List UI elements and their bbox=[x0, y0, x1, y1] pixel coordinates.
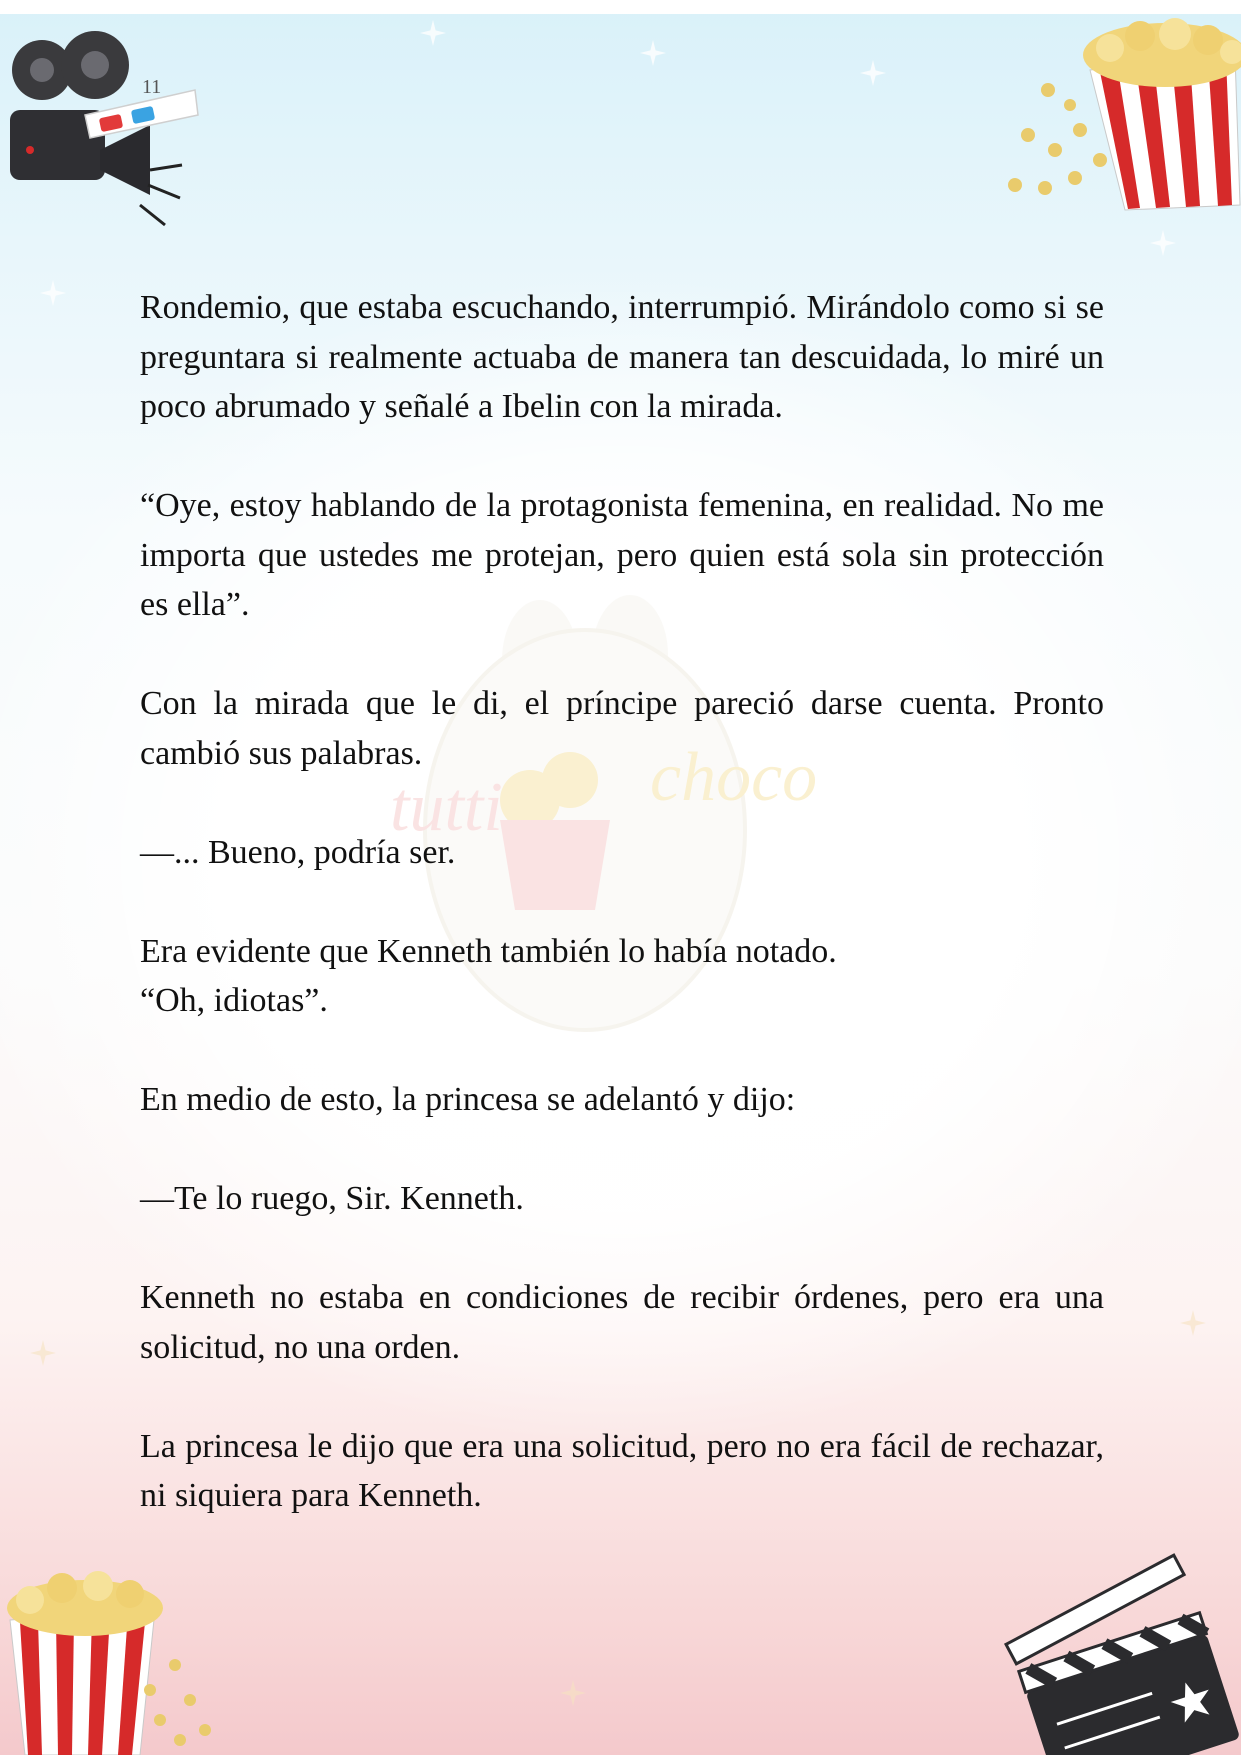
sparkle-icon bbox=[860, 60, 886, 86]
paragraph: “Oye, estoy hablando de la protagonista femenina, en realidad. No me importa que ustedes me protejan, pero quien está sola sin protección es ella”. bbox=[140, 487, 1104, 623]
popcorn-bucket-icon bbox=[0, 1570, 220, 1755]
film-camera-icon bbox=[0, 20, 190, 230]
svg-text:tutti: tutti bbox=[390, 769, 503, 846]
sparkle-icon bbox=[40, 280, 66, 306]
paragraph: La princesa le dijo que era una solicitud, pero no era fácil de rechazar, ni siquiera para Kenneth. bbox=[140, 1427, 1104, 1514]
paragraph: Rondemio, que estaba escuchando, interrumpió. Mirándolo como si se preguntara si realmente actuaba de manera tan descuidada, lo miré un poco abrumado y señalé a Ibelin con la mirada. bbox=[140, 289, 1104, 425]
paragraph: —... Bueno, podría ser. bbox=[140, 833, 456, 871]
sparkle-icon bbox=[1180, 1310, 1206, 1336]
sparkle-icon bbox=[560, 1680, 586, 1706]
text-body bbox=[140, 283, 1104, 1521]
sparkle-icon bbox=[1150, 230, 1176, 256]
svg-text:choco: choco bbox=[650, 739, 818, 816]
page-number: 11 bbox=[142, 76, 162, 98]
paragraph: En medio de esto, la princesa se adelantó y dijo: bbox=[140, 1081, 796, 1118]
paragraph: Era evidente que Kenneth también lo había notado. bbox=[140, 932, 837, 970]
clapperboard-icon bbox=[1010, 1590, 1241, 1755]
paragraph: Kenneth no estaba en condiciones de recibir órdenes, pero era una solicitud, no una orden. bbox=[140, 1279, 1104, 1366]
popcorn-bucket-icon bbox=[1000, 10, 1241, 210]
paragraph: “Oh, idiotas”. bbox=[140, 982, 328, 1019]
sparkle-icon bbox=[420, 20, 446, 46]
sparkle-icon bbox=[30, 1340, 56, 1366]
sparkle-icon bbox=[640, 40, 666, 66]
paragraph: —Te lo ruego, Sir. Kenneth. bbox=[140, 1180, 524, 1217]
paragraph: Con la mirada que le di, el príncipe pareció darse cuenta. Pronto cambió sus palabras. bbox=[140, 685, 1104, 772]
